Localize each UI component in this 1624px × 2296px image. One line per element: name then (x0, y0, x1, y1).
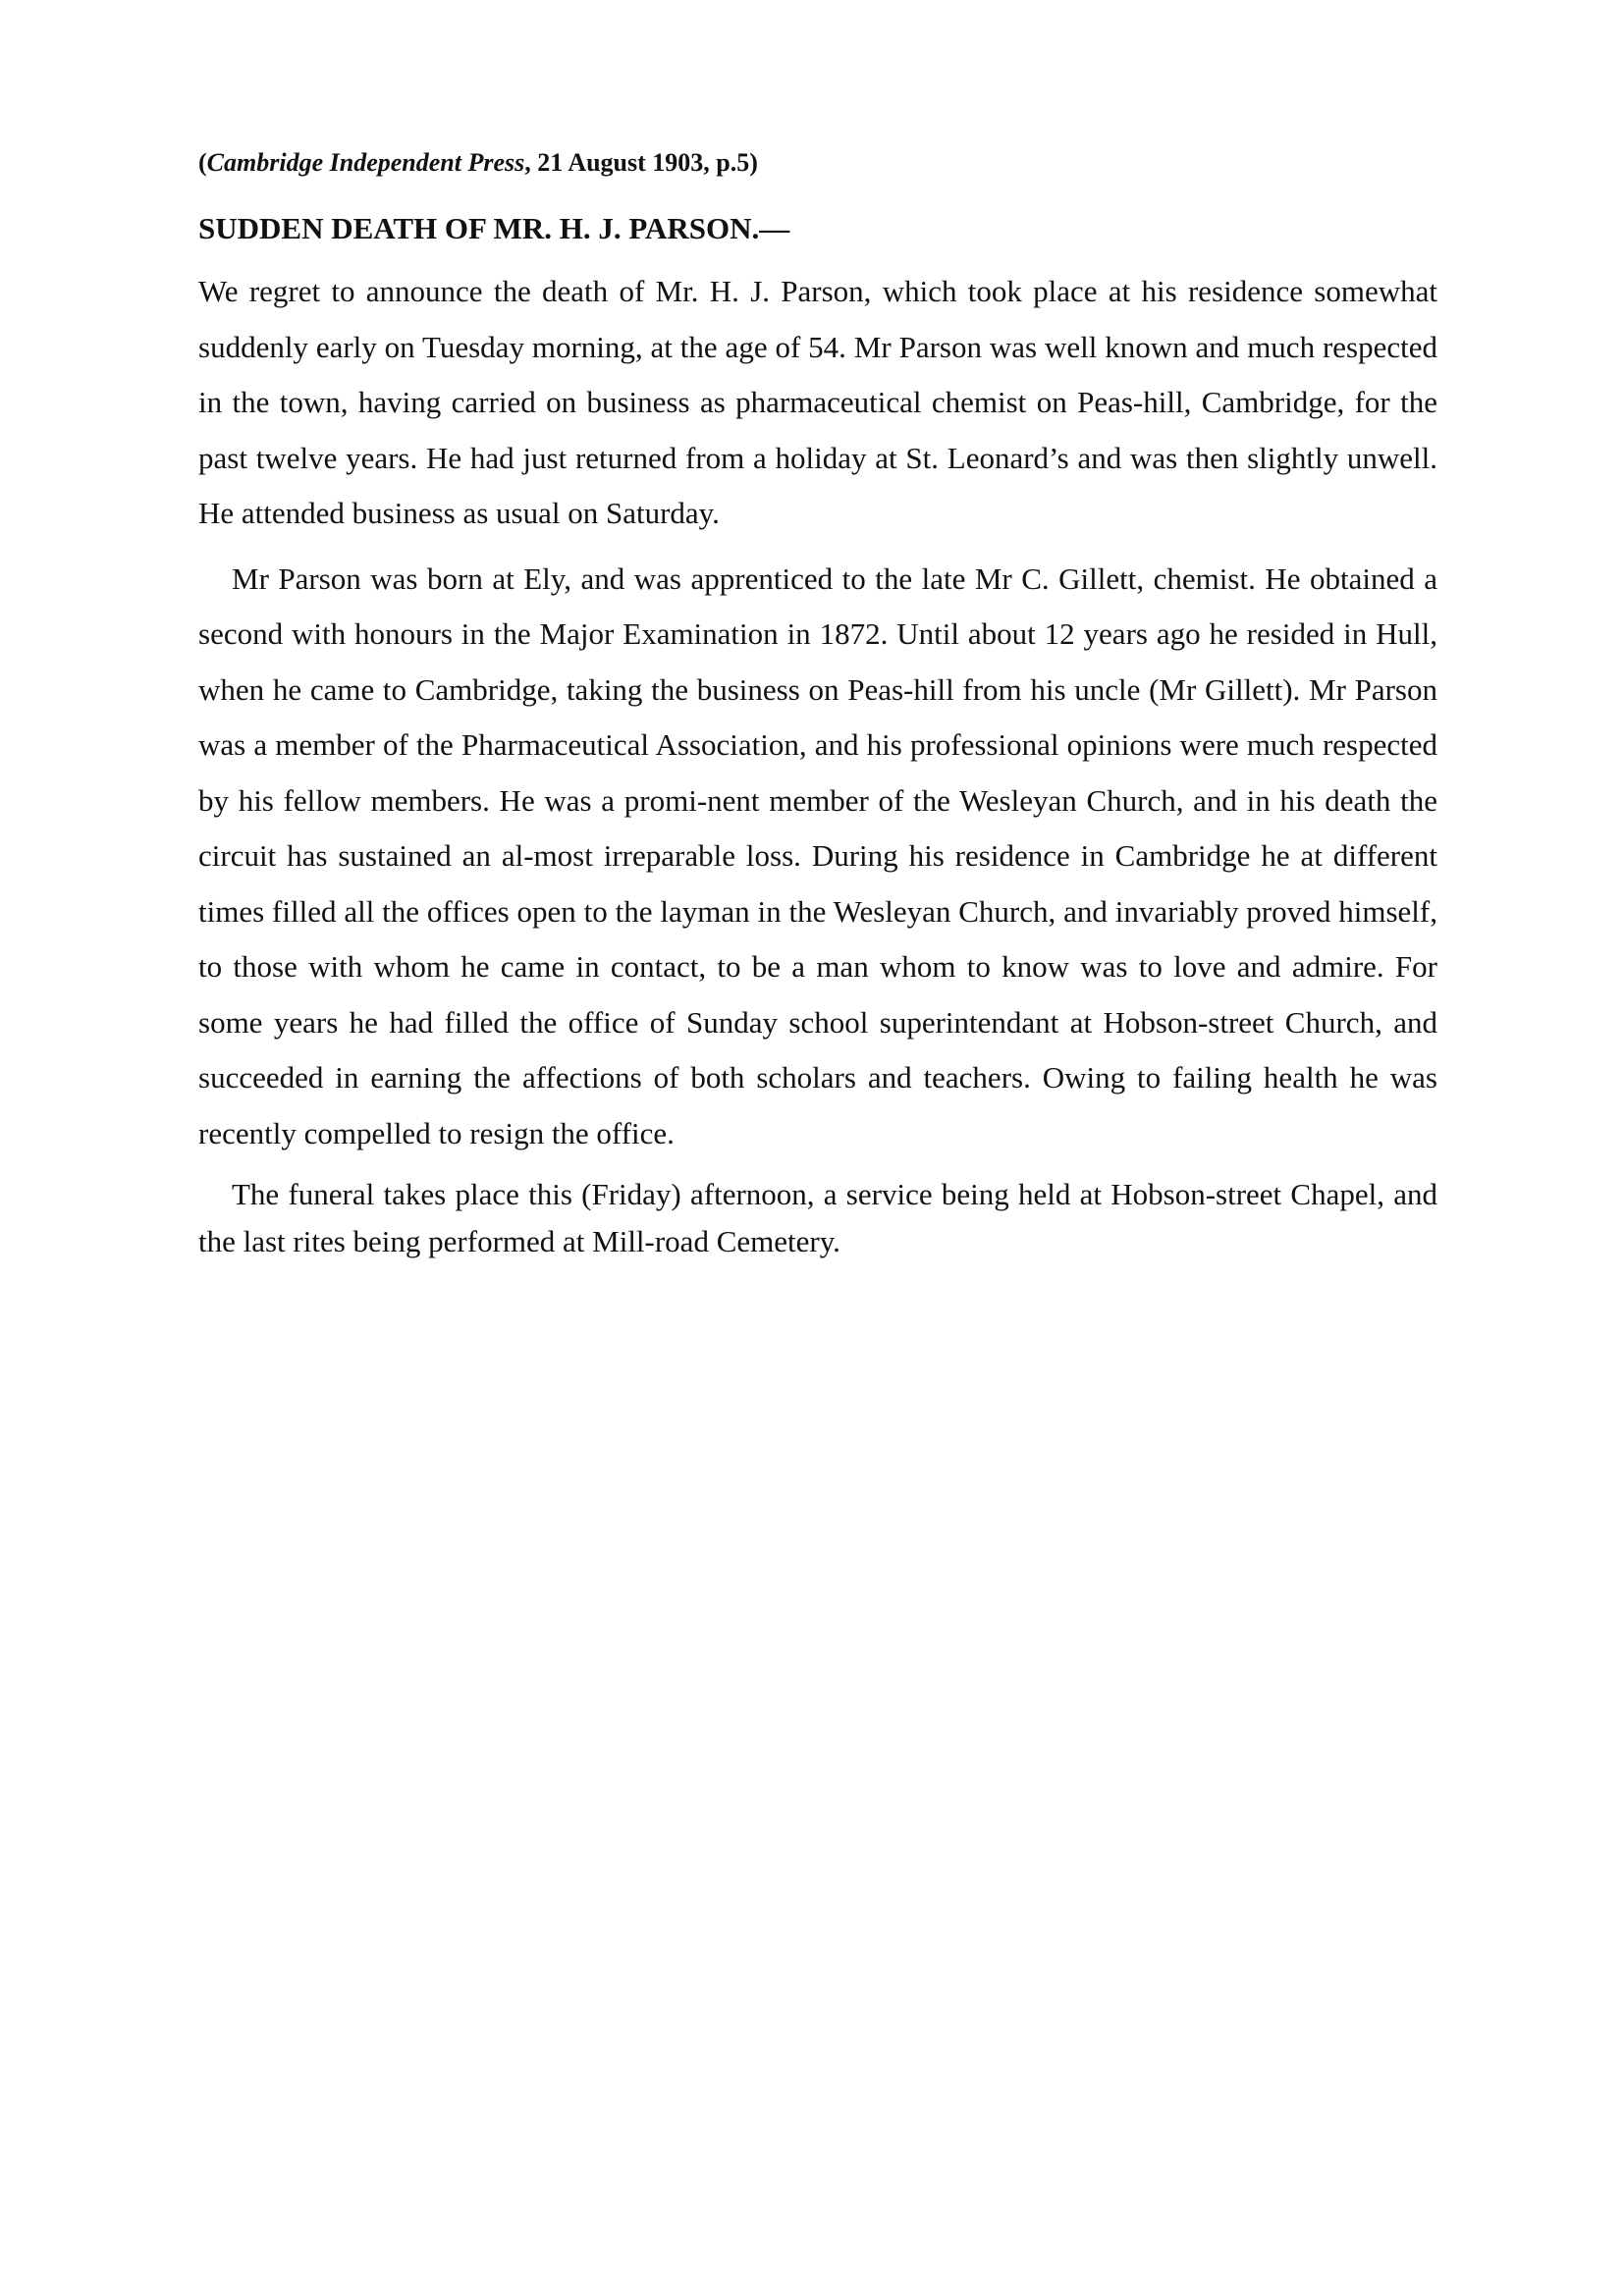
citation-open: ( (198, 148, 207, 177)
citation-details: , 21 August 1903, p.5) (524, 148, 758, 177)
publication-name: Cambridge Independent Press (206, 148, 525, 177)
article-paragraph-3: The funeral takes place this (Friday) afternoon, a service being held at Hobson-street Chapel, and the last rites being performed at Mill-road Cemetery. (198, 1177, 1437, 1258)
source-citation (198, 147, 1437, 179)
document-page (198, 147, 1437, 1275)
article-paragraph-2: Mr Parson was born at Ely, and was apprenticed to the late Mr C. Gillett, chemist. He obtained a second with honours in the Major Examination in 1872. Until about 12 years ago he resided in Hull, when he came to Cambridge, taking the business on Peas-hill from his uncle (Mr Gillett). Mr Parson was a member of the Pharmaceutical Association, and his professional opinions were much respected by his fellow members. He was a promi-nent member of the Wesleyan Church, and in his death the circuit has sustained an al-most irreparable loss. During his residence in Cambridge he at different times filled all the offices open to the layman in the Wesleyan Church, and invariably proved himself, to those with whom he came in contact, to be a man whom to know was to love and admire. For some years he had filled the office of Sunday school superintendant at Hobson-street Church, and succeeded in earning the affections of both scholars and teachers. Owing to failing health he was recently compelled to resign the office. (198, 561, 1437, 1150)
article-headline: SUDDEN DEATH OF MR. H. J. PARSON.— (198, 211, 790, 245)
article-paragraph-1: We regret to announce the death of Mr. H. J. Parson, which took place at his residence somewhat suddenly early on Tuesday morning, at the age of 54. Mr Parson was well known and much respected in the town, having carried on business as pharmaceutical chemist on Peas-hill, Cambridge, for the past twelve years. He had just returned from a holiday at St. Leonard’s and was then slightly unwell. He attended business as usual on Saturday. (198, 274, 1437, 530)
